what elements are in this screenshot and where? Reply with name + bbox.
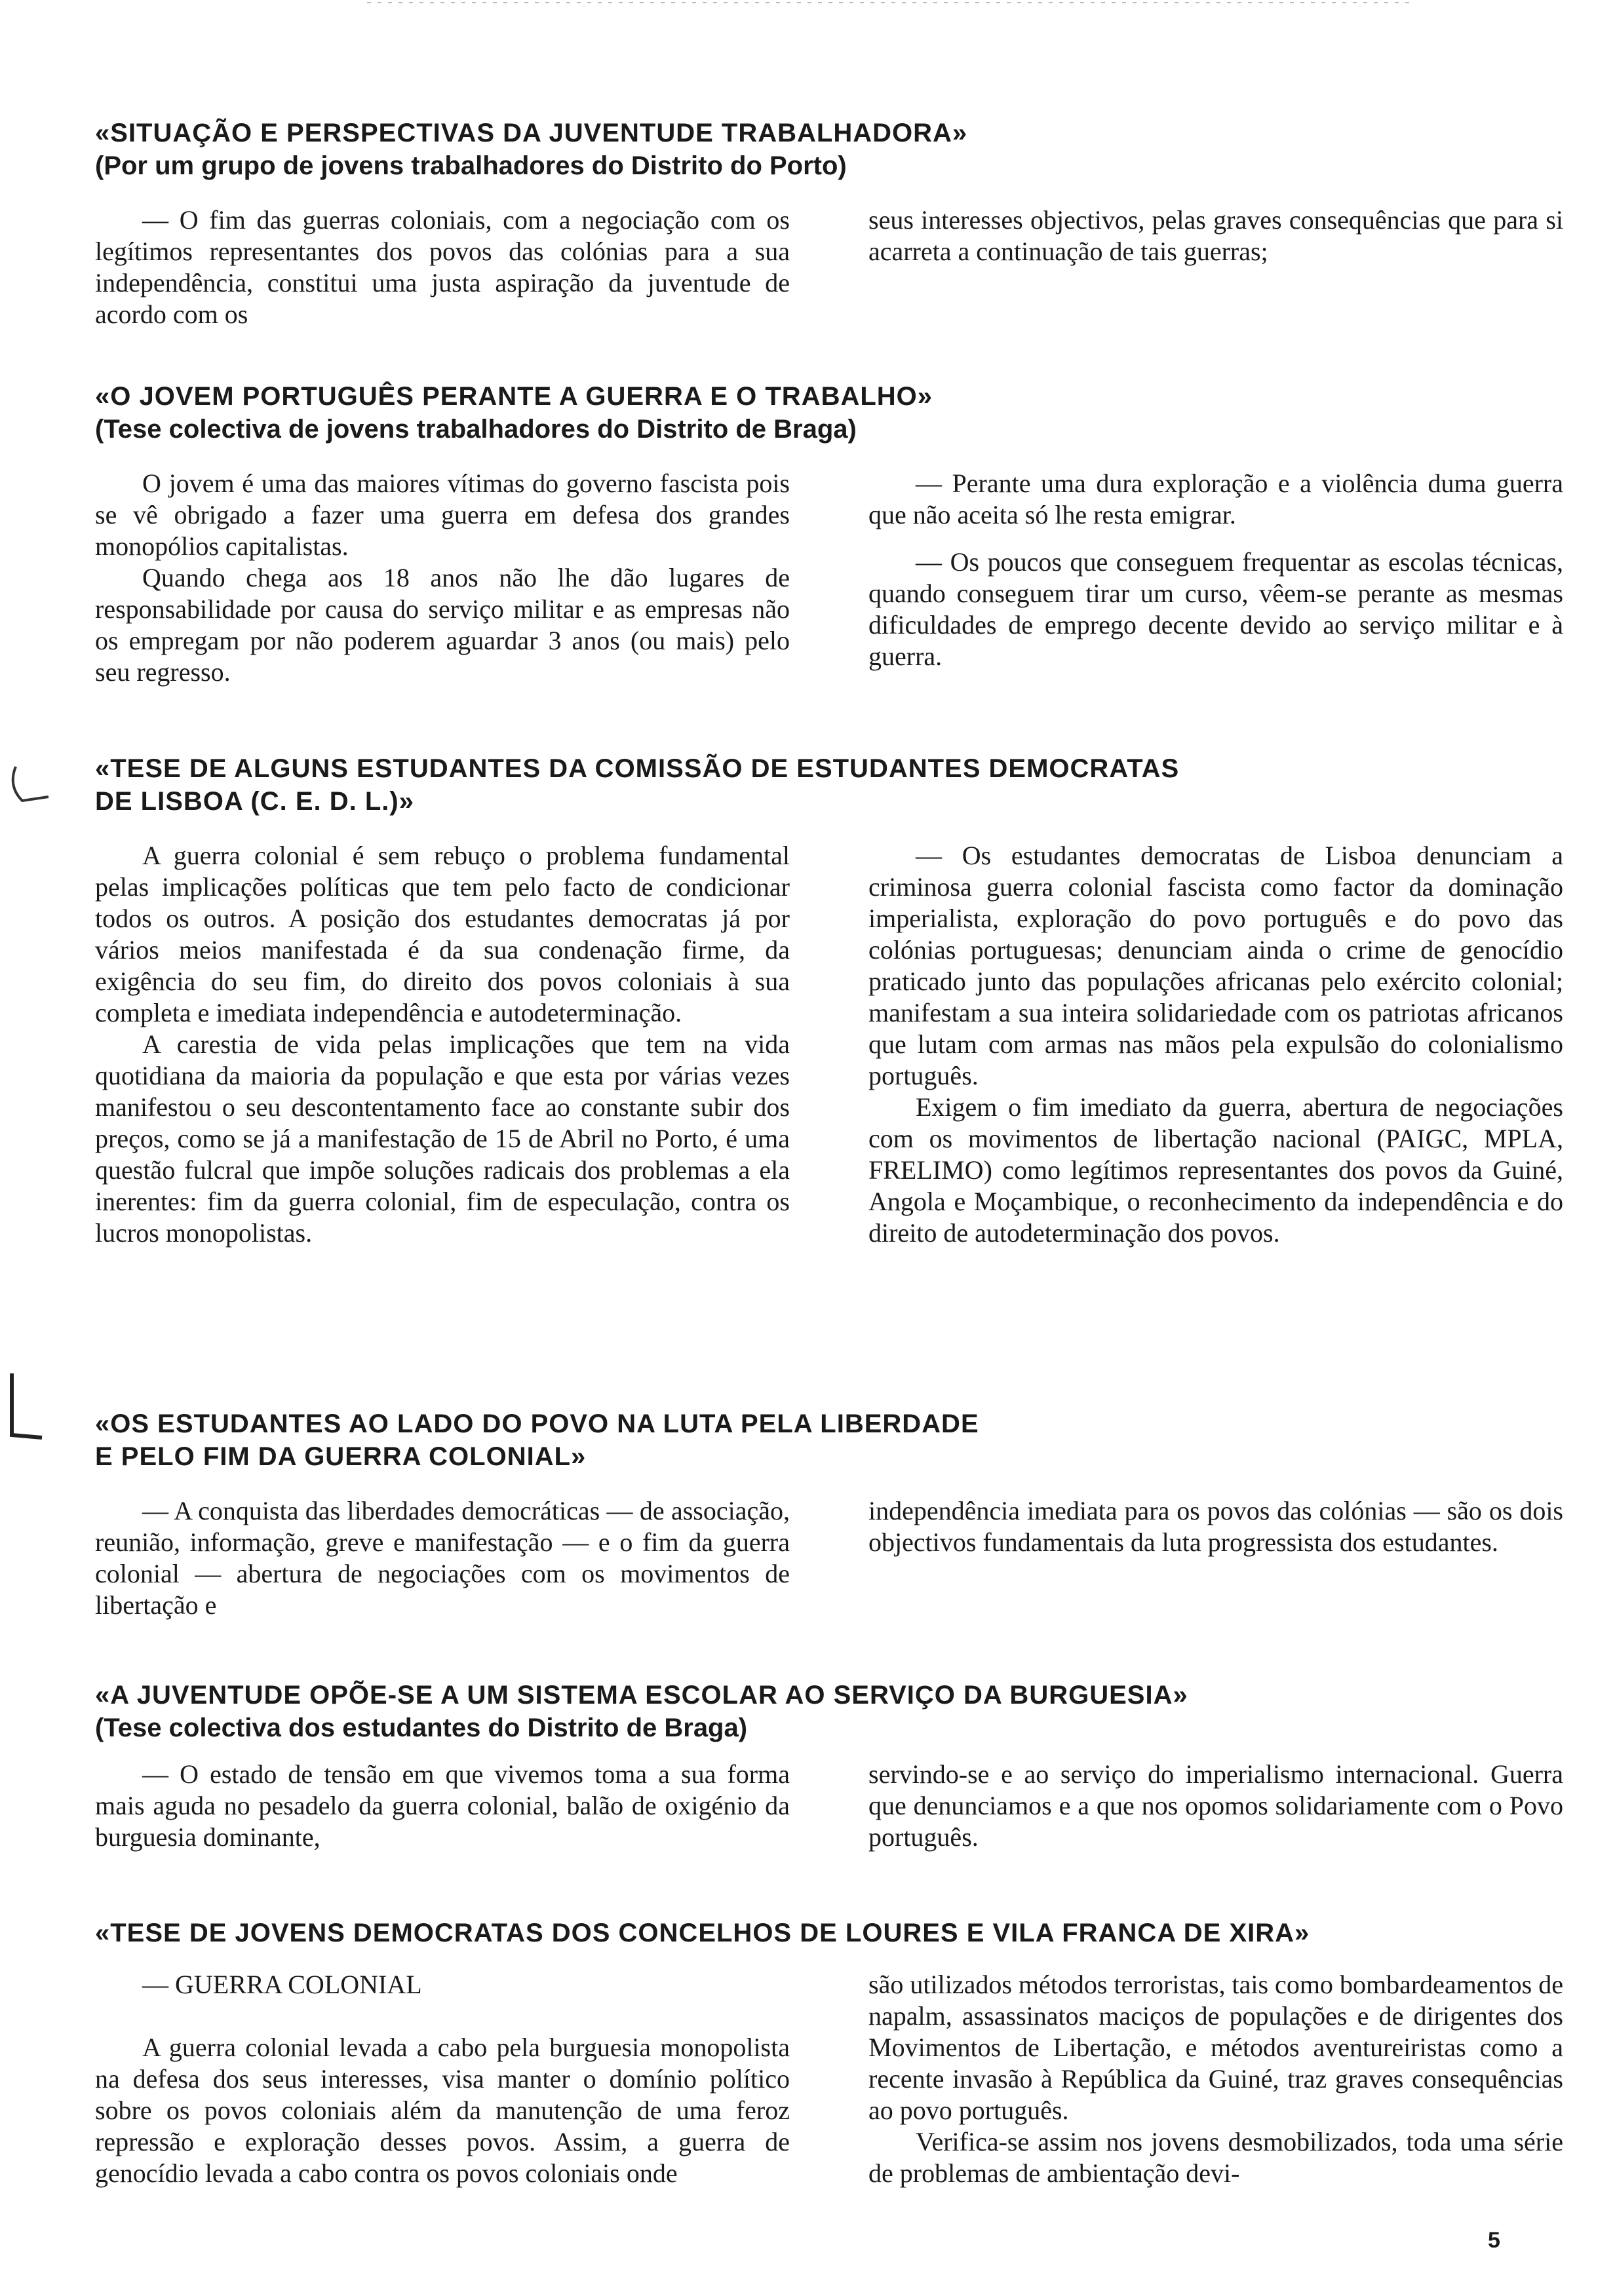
section-title-continued: E PELO FIM DA GUERRA COLONIAL»	[95, 1442, 587, 1471]
paragraph: A guerra colonial levada a cabo pela burguesia monopolista na defesa dos seus interesses, visa manter o domínio político sobre os povos coloniais além da manutenção de uma feroz repressão e exploração desses povos. Assim, a guerra de genocídio levada a cabo contra os povos coloniais onde	[95, 2033, 790, 2188]
top-rule-mark	[367, 0, 1416, 7]
section-sistema-escolar	[95, 1679, 1563, 1853]
column-right	[868, 1759, 1563, 1853]
paragraph: Exigem o fim imediato da guerra, abertura de negociações com os movimentos de libertação nacional (PAIGC, MPLA, FRELIMO) como legítimos representantes dos povos da Guiné, Angola e Moçambique, o reconhecimento da independência e do direito de autodeterminação dos povos.	[868, 1092, 1563, 1248]
section-title: «OS ESTUDANTES AO LADO DO POVO NA LUTA PELA LIBERDADE	[95, 1409, 979, 1438]
column-right	[868, 1495, 1563, 1621]
column-right	[868, 204, 1563, 330]
section-cedl	[95, 752, 1563, 1249]
section-subtitle: (Por um grupo de jovens trabalhadores do Distrito do Porto)	[95, 151, 847, 180]
section-title-continued: DE LISBOA (C. E. D. L.)»	[95, 787, 414, 816]
paragraph: O jovem é uma das maiores vítimas do governo fascista pois se vê obrigado a fazer uma guerra em defesa dos grandes monopólios capitalistas.	[95, 469, 790, 561]
section-estudantes-povo	[95, 1407, 1563, 1621]
section-columns	[95, 468, 1563, 688]
column-left	[95, 1969, 790, 2189]
section-columns	[95, 840, 1563, 1249]
section-loures-vila-franca	[95, 1917, 1563, 2189]
paragraph: Verifica-se assim nos jovens desmobilizados, toda uma série de problemas de ambientação devi-	[868, 2127, 1563, 2188]
column-right	[868, 840, 1563, 1249]
section-columns	[95, 1969, 1563, 2189]
section-title: «TESE DE ALGUNS ESTUDANTES DA COMISSÃO DE ESTUDANTES DEMOCRATAS	[95, 754, 1180, 783]
section-title: «SITUAÇÃO E PERSPECTIVAS DA JUVENTUDE TRABALHADORA»	[95, 119, 968, 147]
paragraph: A guerra colonial é sem rebuço o problema fundamental pelas implicações políticas que tem pelo facto de condicionar todos os outros. A posição dos estudantes democratas já por vários meios manifestada é da sua condenação firme, da exigência do seu fim, do direito dos povos coloniais à sua completa e imediata independência e autodeterminação.	[95, 841, 790, 1027]
section-title: «A JUVENTUDE OPÕE-SE A UM SISTEMA ESCOLAR AO SERVIÇO DA BURGUESIA»	[95, 1681, 1188, 1710]
section-title: «TESE DE JOVENS DEMOCRATAS DOS CONCELHOS DE LOURES E VILA FRANCA DE XIRA»	[95, 1919, 1310, 1947]
margin-bracket-mark	[3, 760, 55, 813]
paragraph: — Perante uma dura exploração e a violência duma guerra que não aceita só lhe resta emigrar.	[868, 469, 1563, 529]
column-left	[95, 840, 790, 1249]
paragraph: servindo-se e ao serviço do imperialismo internacional. Guerra que denunciamos e a que nos opomos solidariamente com o Povo português.	[868, 1759, 1563, 1852]
column-left	[95, 1759, 790, 1853]
page-number: 5	[1488, 2228, 1500, 2253]
section-columns	[95, 1495, 1563, 1621]
column-left	[95, 204, 790, 330]
subheading: — GUERRA COLONIAL	[142, 1970, 422, 1999]
section-title: «O JOVEM PORTUGUÊS PERANTE A GUERRA E O TRABALHO»	[95, 382, 933, 411]
section-subtitle: (Tese colectiva de jovens trabalhadores do Distrito de Braga)	[95, 415, 857, 444]
column-left	[95, 468, 790, 688]
section-columns	[95, 1759, 1563, 1853]
section-juventude-trabalhadora	[95, 117, 1563, 330]
paragraph: — O fim das guerras coloniais, com a negociação com os legítimos representantes dos povos das colónias para a sua independência, constitui uma justa aspiração da juventude de acordo com os	[95, 205, 790, 329]
paragraph: seus interesses objectivos, pelas graves consequências que para si acarreta a continuação de tais guerras;	[868, 205, 1563, 266]
paragraph: — O estado de tensão em que vivemos toma a sua forma mais aguda no pesadelo da guerra colonial, balão de oxigénio da burguesia dominante,	[95, 1759, 790, 1852]
paragraph: A carestia de vida pelas implicações que tem na vida quotidiana da maioria da população e que esta por várias vezes manifestou o seu descontentamento face ao constante subir dos preços, como se já a manifestação de 15 de Abril no Porto, é uma questão fulcral que impõe soluções radicais dos problemas a ela inerentes: fim da guerra colonial, fim de especulação, contra os lucros monopolistas.	[95, 1029, 790, 1248]
column-left	[95, 1495, 790, 1621]
paragraph: são utilizados métodos terroristas, tais como bombardeamentos de napalm, assassinatos maciços de populações e de dirigentes dos Movimentos de Libertação, e métodos aventureiristas como a recente invasão à República da Guiné, traz graves consequências ao povo português.	[868, 1970, 1563, 2125]
section-jovem-portugues	[95, 380, 1563, 688]
paragraph: — Os estudantes democratas de Lisboa denunciam a criminosa guerra colonial fascista como factor da dominação imperialista, exploração do povo português e do povo das colónias portuguesas; denunciam ainda o crime de genocídio praticado junto das populações africanas pelo exército colonial; manifestam a sua inteira solidariedade com os patriotas africanos que lutam com armas nas mãos pela expulsão do colonialismo português.	[868, 841, 1563, 1090]
section-columns	[95, 204, 1563, 330]
margin-bracket-mark	[3, 1369, 55, 1442]
paragraph: — A conquista das liberdades democráticas — de associação, reunião, informação, greve e manifestação — e o fim da guerra colonial — abertura de negociações com os movimentos de libertação e	[95, 1496, 790, 1620]
paragraph: Quando chega aos 18 anos não lhe dão lugares de responsabilidade por causa do serviço militar e as empresas não os empregam por não poderem aguardar 3 anos (ou mais) pelo seu regresso.	[95, 563, 790, 687]
paragraph: independência imediata para os povos das colónias — são os dois objectivos fundamentais da luta progressista dos estudantes.	[868, 1496, 1563, 1557]
column-right	[868, 1969, 1563, 2189]
column-right	[868, 468, 1563, 688]
section-subtitle: (Tese colectiva dos estudantes do Distrito de Braga)	[95, 1713, 748, 1742]
paragraph: — Os poucos que conseguem frequentar as escolas técnicas, quando conseguem tirar um curso, vêem-se perante as mesmas dificuldades de emprego decente devido ao serviço militar e à guerra.	[868, 547, 1563, 671]
